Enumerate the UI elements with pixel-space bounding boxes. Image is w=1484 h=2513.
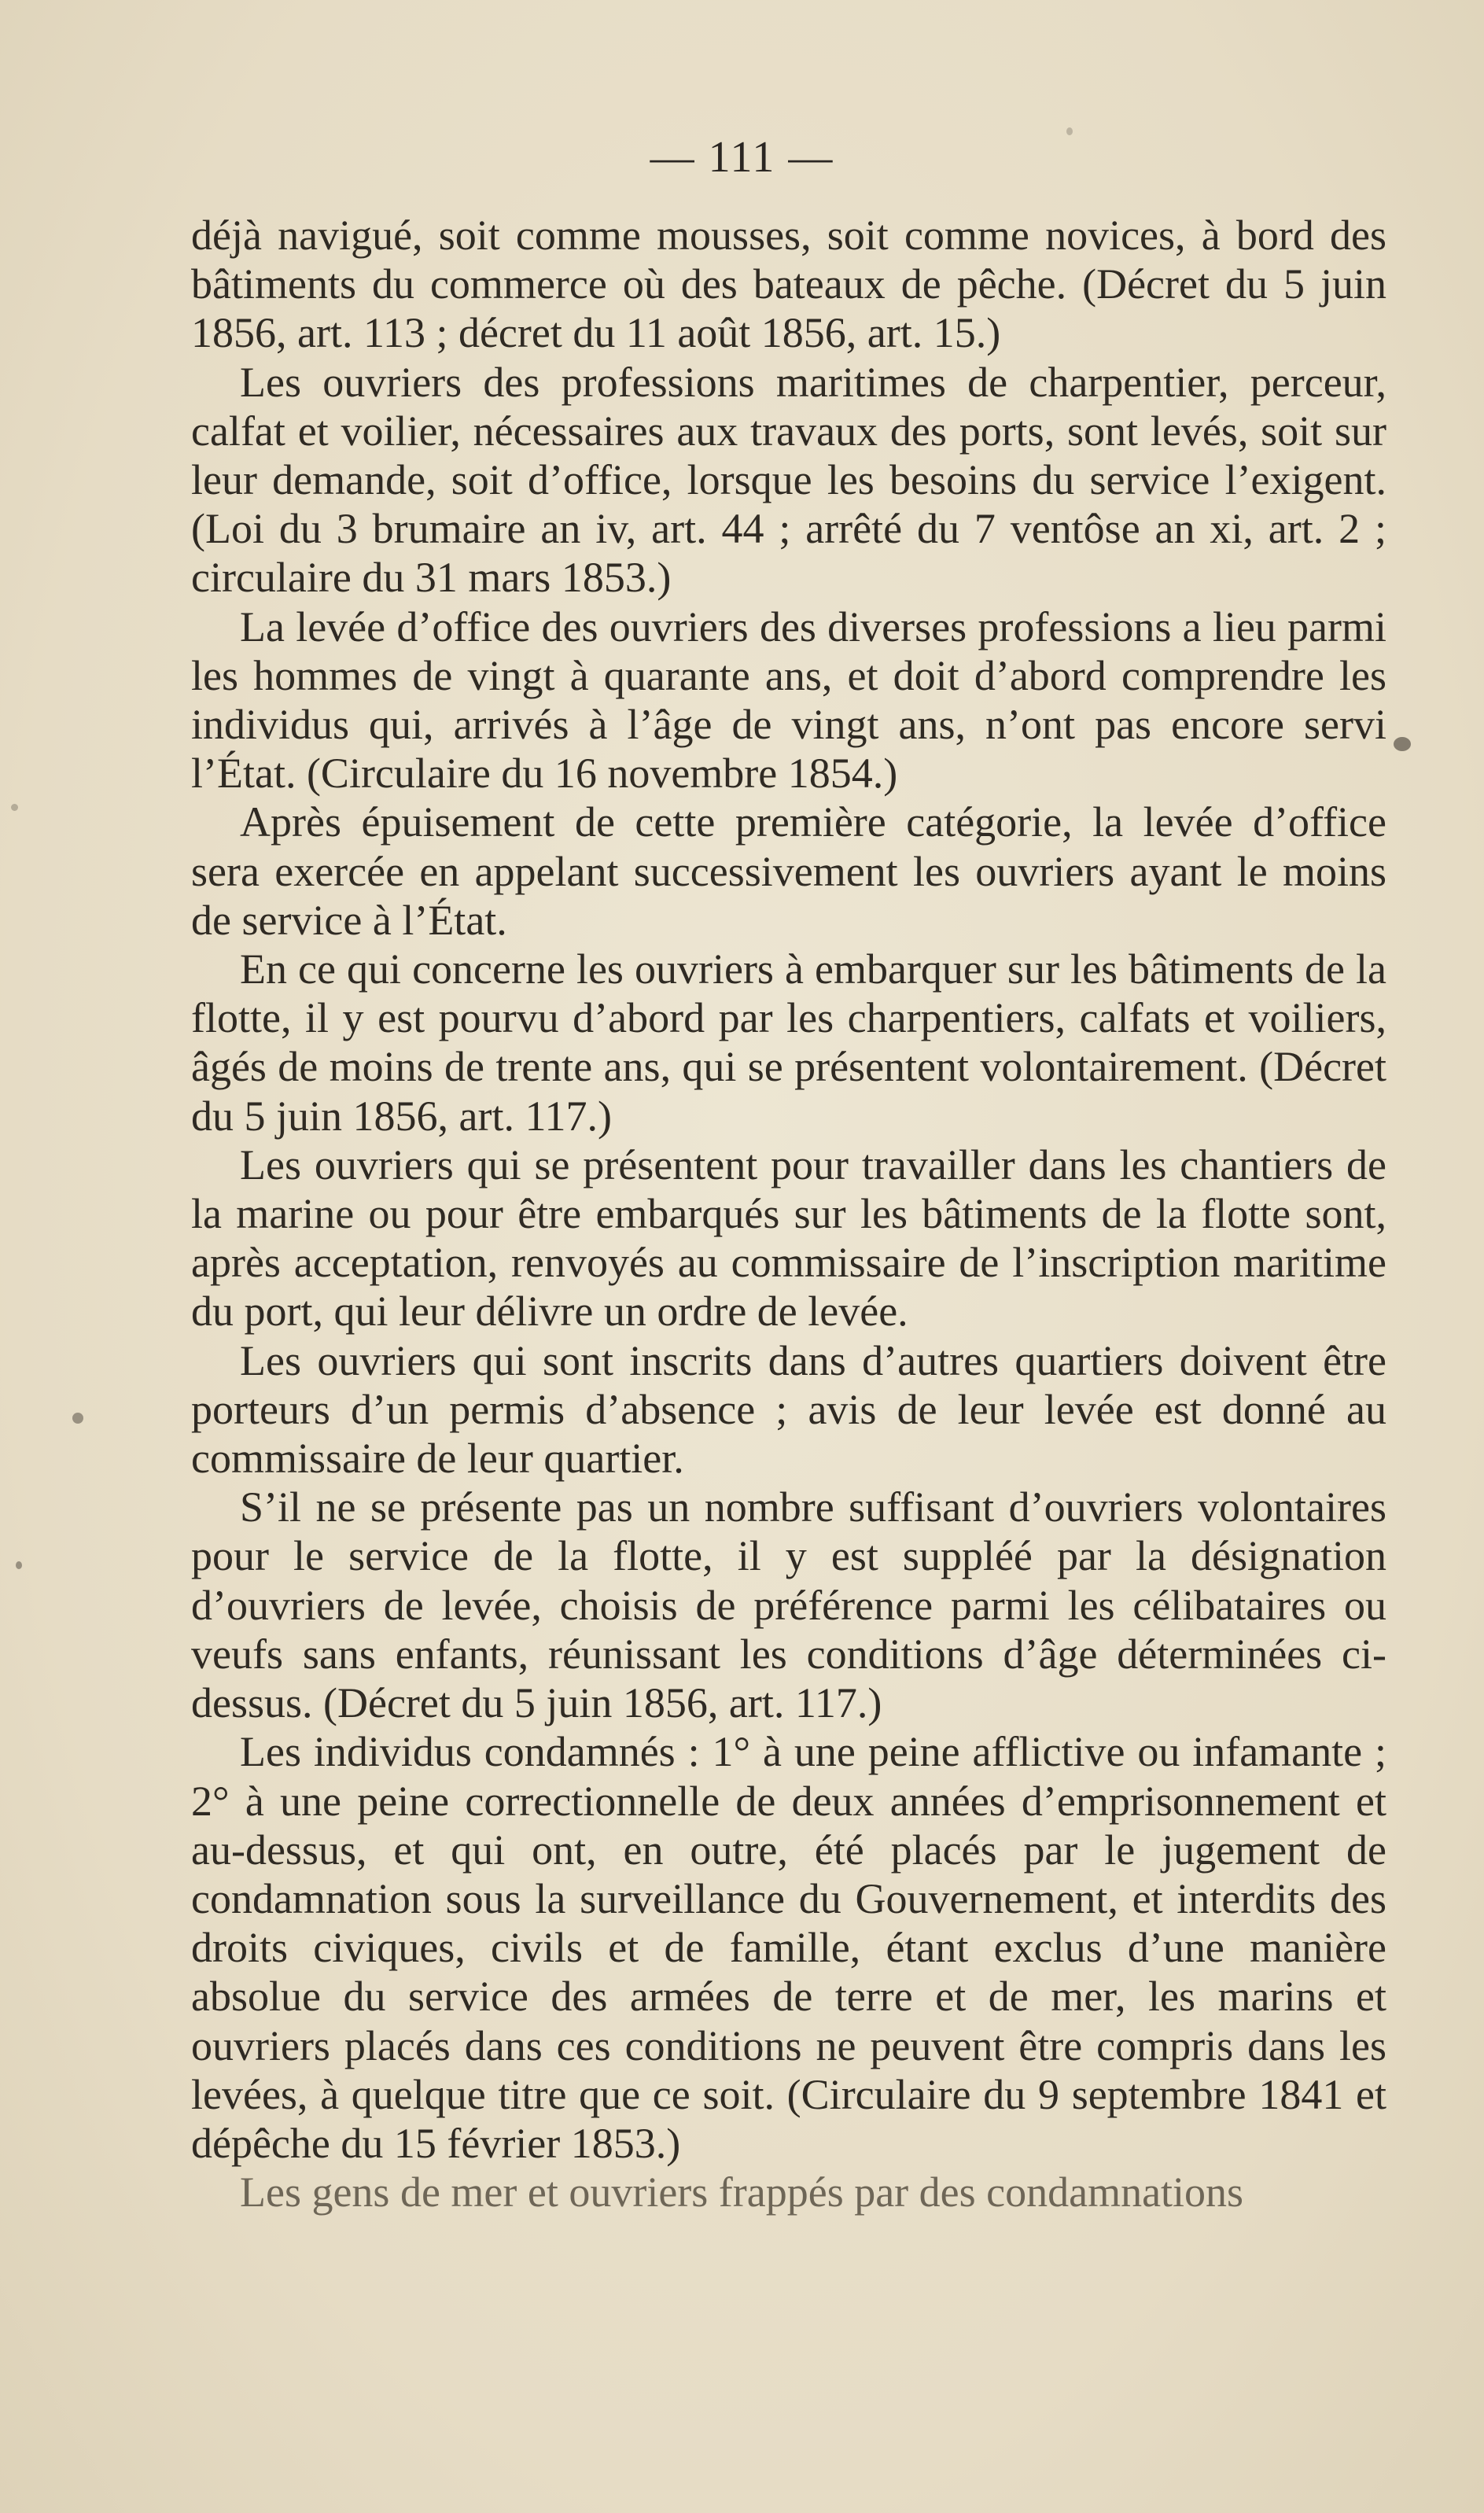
- ink-spot: [72, 1413, 83, 1424]
- paragraph-10: Les gens de mer et ouvriers frappés par des condamnations: [240, 2168, 1244, 2216]
- paragraph-8: S’il ne se présente pas un nombre suffisant d’ouvriers volontaires pour le service de la flotte, il y est suppléé par la désignation d’ouvriers de levée, choisis de préférence parmi les célibataires ou veufs sans enfants, réunissant les conditions d’âge déterminées ci-dessus. (Décret du 5 juin 1856, art. 117.): [191, 1483, 1386, 1727]
- paragraph-4: Après épuisement de cette première catégorie, la levée d’office sera exercée en appelant successivement les ouvriers ayant le moins de service à l’État.: [191, 798, 1386, 944]
- ink-spot: [16, 1561, 22, 1569]
- body-text: [191, 211, 1386, 2216]
- paragraph-7: Les ouvriers qui sont inscrits dans d’autres quartiers doivent être porteurs d’un permis d’absence ; avis de leur levée est donné au commissaire de leur quartier.: [191, 1336, 1386, 1483]
- ink-spot: [1066, 127, 1073, 135]
- paragraph-5: En ce qui concerne les ouvriers à embarquer sur les bâtiments de la flotte, il y est pourvu d’abord par les charpentiers, calfats et voiliers, âgés de moins de trente ans, qui se présentent volontairement. (Décret du 5 juin 1856, art. 117.): [191, 945, 1386, 1140]
- paragraph-2: Les ouvriers des professions maritimes de charpentier, perceur, calfat et voilier, nécessaires aux travaux des ports, sont levés, soit sur leur demande, soit d’office, lorsque les besoins du service l’exigent. (Loi du 3 brumaire an iv, art. 44 ; arrêté du 7 ventôse an xi, art. 2 ; circulaire du 31 mars 1853.): [191, 358, 1386, 602]
- ink-spot: [1394, 737, 1411, 751]
- paragraph-6: Les ouvriers qui se présentent pour travailler dans les chantiers de la marine ou pour être embarqués sur les bâtiments de la flotte sont, après acceptation, renvoyés au commissaire de l’inscription maritime du port, qui leur délivre un ordre de levée.: [191, 1140, 1386, 1336]
- ink-spot: [11, 804, 18, 811]
- paragraph-1: déjà navigué, soit comme mousses, soit comme novices, à bord des bâtiments du commerce où des bateaux de pêche. (Décret du 5 juin 1856, art. 113 ; décret du 11 août 1856, art. 15.): [191, 212, 1386, 357]
- paragraph-3: La levée d’office des ouvriers des diverses professions a lieu parmi les hommes de vingt à quarante ans, et doit d’abord comprendre les individus qui, arrivés à l’âge de vingt ans, n’ont pas encore servi l’État. (Circulaire du 16 novembre 1854.): [191, 602, 1386, 798]
- page-number: — 111 —: [650, 133, 834, 182]
- paragraph-9: Les individus condamnés : 1° à une peine afflictive ou infamante ; 2° à une peine correctionnelle de deux années d’emprisonnement et au-dessus, et qui ont, en outre, été placés par le jugement de condamnation sous la surveillance du Gouvernement, et interdits des droits civiques, civils et de famille, étant exclus d’une manière absolue du service des armées de terre et de mer, les marins et ouvriers placés dans ces conditions ne peuvent être compris dans les levées, à quelque titre que ce soit. (Circulaire du 9 septembre 1841 et dépêche du 15 février 1853.): [191, 1728, 1386, 2167]
